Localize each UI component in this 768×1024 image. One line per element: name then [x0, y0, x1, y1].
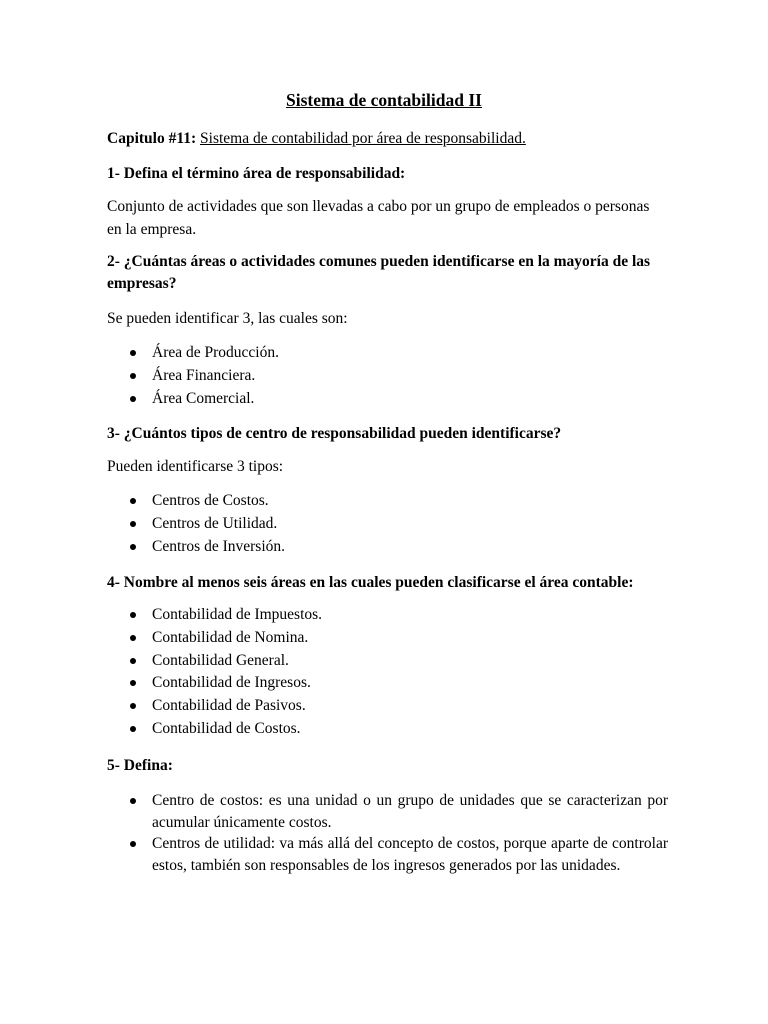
question-4: 4- Nombre al menos seis áreas en las cuales pueden clasificarse el área contable:	[107, 574, 634, 591]
list-item: Contabilidad General.	[107, 650, 667, 673]
question-3: 3- ¿Cuántos tipos de centro de responsabilidad pueden identificarse?	[107, 425, 562, 442]
question-5: 5- Defina:	[107, 757, 173, 774]
chapter-label: Capitulo #11:	[107, 130, 197, 147]
list-item: Área Financiera.	[107, 365, 667, 388]
answer-2-list	[107, 342, 667, 410]
chapter-text: Sistema de contabilidad por área de responsabilidad.	[200, 130, 526, 147]
list-item: Contabilidad de Nomina.	[107, 627, 667, 650]
list-item: Centros de Utilidad.	[107, 513, 667, 536]
answer-1: Conjunto de actividades que son llevadas a cabo por un grupo de empleados o personas en la empresa.	[107, 198, 650, 238]
list-item: Contabilidad de Impuestos.	[107, 604, 667, 627]
bullet-icon	[130, 612, 136, 618]
question-1: 1- Defina el término área de responsabilidad:	[107, 165, 406, 182]
chapter-line	[107, 130, 526, 148]
answer-5-list	[107, 790, 667, 876]
bullet-icon	[130, 521, 136, 527]
bullet-icon	[130, 798, 136, 804]
bullet-icon	[130, 373, 136, 379]
list-item: Contabilidad de Pasivos.	[107, 695, 667, 718]
bullet-icon	[130, 350, 136, 356]
bullet-icon	[130, 544, 136, 550]
list-item: Área de Producción.	[107, 342, 667, 365]
list-item: Centros de Costos.	[107, 490, 667, 513]
bullet-icon	[130, 841, 136, 847]
list-item: Área Comercial.	[107, 388, 667, 411]
bullet-icon	[130, 498, 136, 504]
bullet-icon	[130, 658, 136, 664]
answer-3-intro: Pueden identificarse 3 tipos:	[107, 458, 284, 475]
list-item: Contabilidad de Ingresos.	[107, 672, 667, 695]
list-item: Contabilidad de Costos.	[107, 718, 667, 741]
answer-3-list	[107, 490, 667, 558]
answer-4-list	[107, 604, 667, 741]
bullet-icon	[130, 680, 136, 686]
bullet-icon	[130, 726, 136, 732]
list-item: Centros de Inversión.	[107, 536, 667, 559]
list-item: Centro de costos: es una unidad o un grupo de unidades que se caracterizan por acumular únicamente costos.	[107, 790, 667, 833]
bullet-icon	[130, 703, 136, 709]
bullet-icon	[130, 396, 136, 402]
bullet-icon	[130, 635, 136, 641]
question-2: 2- ¿Cuántas áreas o actividades comunes pueden identificarse en la mayoría de las empresas?	[107, 253, 651, 292]
answer-2-intro: Se pueden identificar 3, las cuales son:	[107, 310, 348, 327]
document-title: Sistema de contabilidad II	[286, 90, 482, 110]
list-item: Centros de utilidad: va más allá del concepto de costos, porque aparte de controlar estos, también son responsables de los ingresos generados por las unidades.	[107, 833, 667, 876]
